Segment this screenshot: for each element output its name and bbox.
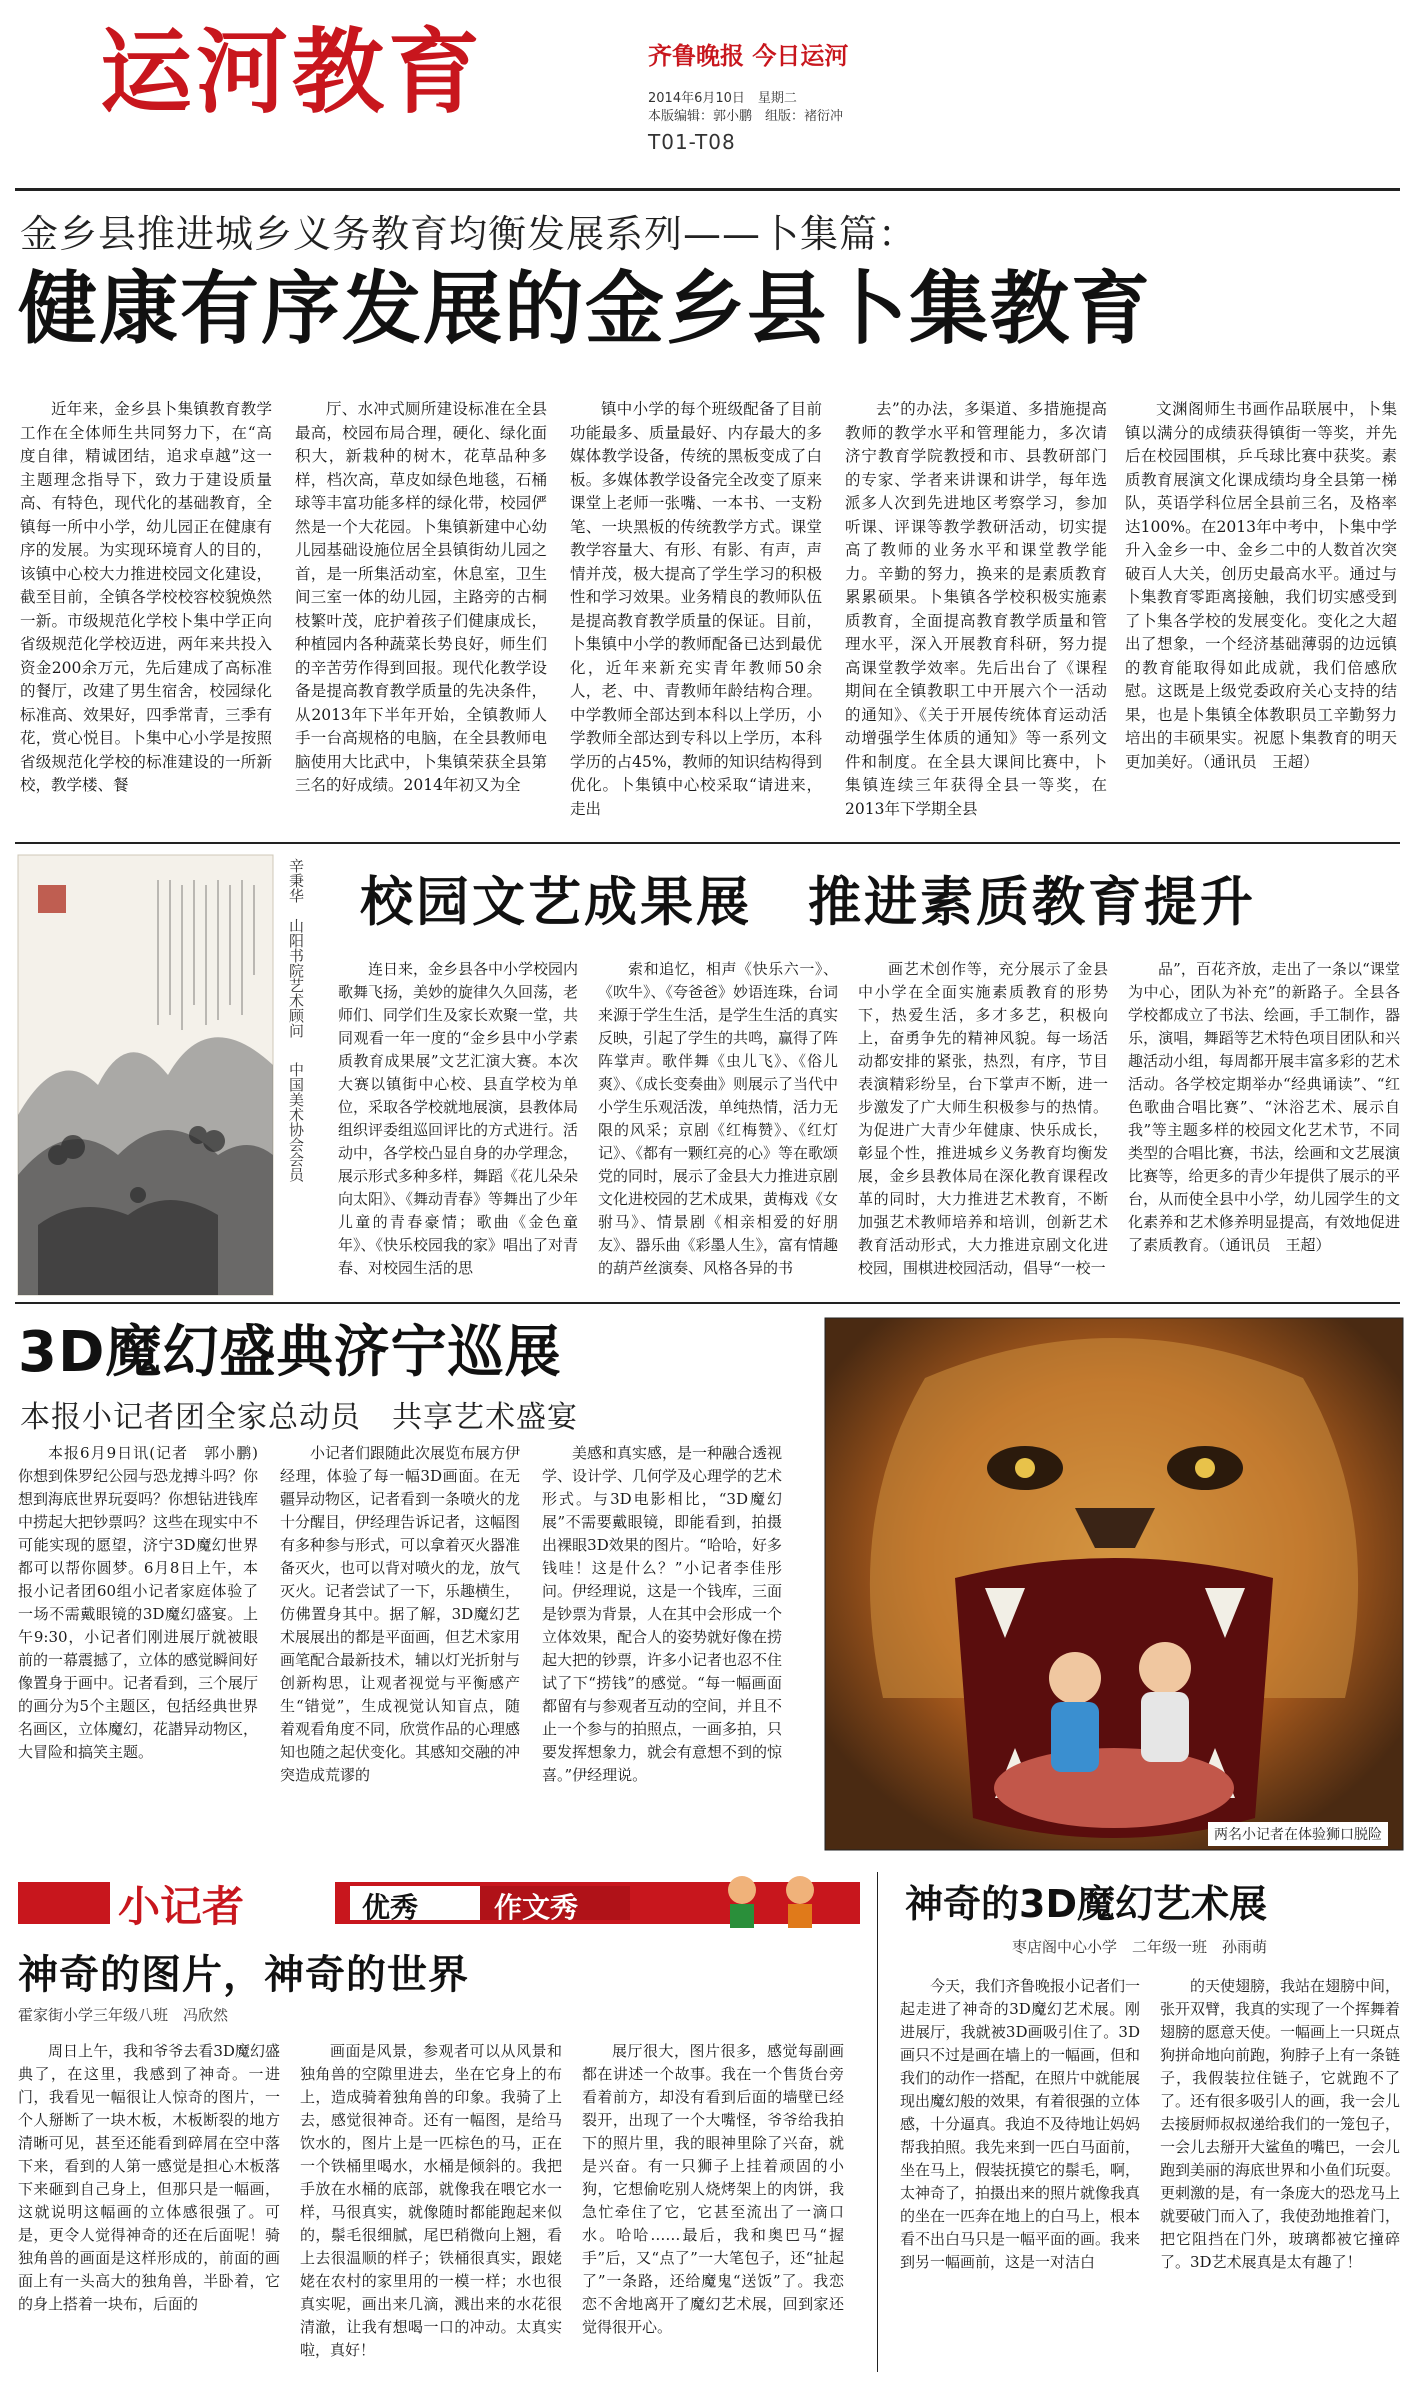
header-divider	[15, 188, 1400, 191]
essay1-title: 神奇的图片，神奇的世界	[18, 1952, 469, 1998]
magic-subheadline: 本报小记者团全家总动员 共享艺术盛宴	[20, 1400, 578, 1435]
magic-col-2: 小记者们跟随此次展览布展方伊经理，体验了每一幅3D画面。在无疆异动物区，记者看到一条喷火的龙十分醒目，伊经理告诉记者，这幅图有多种参与形式，可以拿着灭火器准备灭火，也可以背对喷火的龙，放气灭火。记者尝试了一下，乐趣横生，仿佛置身其中。据了解，3D魔幻艺术展展出的都是平面画，但艺术家用画笔配合最新技术，辅以灯光折射与创新构思，让观者视觉与平衡感产生“错觉”，生成视觉认知盲点，随着观看角度不同，欣赏作品的心理感知也随之起伏变化。其感知交融的冲突造成荒谬的	[280, 1444, 521, 1784]
lead-col-5: 文渊阁师生书画作品联展中，卜集镇以满分的成绩获得镇街一等奖，并先后在校园围棋，乒乓球比赛中获奖。素质教育展演文化课成绩均身全县第一梯队，英语学科位居全县前三名，及格率达100%。在2013年中考中，卜集中学升入金乡一中、金乡二中的人数首次突破百人大关，创历史最高水平。通过与卜集教育零距离接触，我们切实感受到了卜集各学校的发展变化。变化之大超出了想象，一个经济基础薄弱的边远镇的教育能取得如此成就，我们倍感欣慰。这既是上级党委政府关心支持的结果，也是卜集镇全体教职员工辛勤努力培出的丰硕果实。祝愿卜集教育的明天更加美好。（通讯员 王超）	[1125, 400, 1397, 771]
painting-credit	[287, 858, 305, 1298]
landscape-painting	[18, 855, 273, 1295]
magic-headline: 3D魔幻盛典济宁巡展	[18, 1320, 562, 1385]
essay1-col-3: 展厅很大，图片很多，感觉每副画都在讲述一个故事。我在一个售货台旁看着前方，却没有看到后面的墙壁已经裂开，出现了一个大嘴怪，爷爷给我拍下的照片里，我的眼神里除了兴奋，就是兴奋。有一只狮子上挂着顽固的小狗，它想偷吃别人烧烤架上的肉饼，我急忙牵住了它，它甚至流出了一滴口水。哈哈……最后，我和奥巴马“握手”后，又“点了”一大笔包子，还“扯起了”一条路，还给魔鬼“送饭”了。我恋恋不舍地离开了魔幻艺术展，回到家还觉得很开心。	[582, 2042, 844, 2336]
essay2-col-2: 的天使翅膀，我站在翅膀中间，张开双臂，我真的实现了一个挥舞着翅膀的愿意天使。一幅画上一只斑点狗拼命地向前跑，狗脖子上有一条链子，我假装拉住链子，它就跑不了了。还有很多吸引人的画，我一会儿去接厨师叔叔递给我们的一笼包子，一会儿去掰开大鲨鱼的嘴巴，一会儿跑到美丽的海底世界和小鱼们玩耍。更刺激的是，有一条庞大的恐龙马上就要破门而入了，我使劲地推着门，把它阻挡在门外，玻璃都被它撞碎了。3D艺术展真是太有趣了！	[1160, 1977, 1401, 2271]
issue-meta	[648, 90, 843, 126]
newspaper-brand: 齐鲁晚报 今日运河	[648, 41, 849, 70]
essay-column-divider	[877, 1872, 878, 2372]
series-title: 金乡县推进城乡义务教育均衡发展系列——卜集篇：	[20, 212, 918, 256]
banner-tag-excellent: 优秀	[362, 1891, 419, 1924]
essay1-col-1: 周日上午，我和爷爷去看3D魔幻盛典了，在这里，我感到了神奇。一进门，我看见一幅很让人惊奇的图片，一个人掰断了一块木板，木板断裂的地方清晰可见，甚至还能看到碎屑在空中落下来，看到的人第一感觉是担心木板落下来砸到自己身上，但那只是一幅画，这就说明这幅画的立体感很强了。可是，更令人觉得神奇的还在后面呢！骑独角兽的画面是这样形成的，前面的画面上有一头高大的独角兽，半卧着，它的身上搭着一块布，后面的	[18, 2042, 280, 2313]
art-col-3: 画艺术创作等，充分展示了金县中小学在全面实施素质教育的形势下，热爱生活，多才多艺，积极向上，奋勇争先的精神风貌。每一场活动都安排的紧张，热烈，有序，节目表演精彩纷呈，台下掌声不断，进一步激发了广大师生积极参与的热情。为促进广大青少年健康、快乐成长，彰显个性，推进城乡义务教育均衡发展，金乡县教体局在深化教育课程改革的同时，大力推进艺术教育，不断加强艺术教师培养和培训，创新艺术教育活动形式，大力推进京剧文化进校园，围棋进校园活动，倡导“一校一	[858, 960, 1108, 1277]
magic-col-1: 本报6月9日讯(记者 郭小鹏) 你想到侏罗纪公园与恐龙搏斗吗？你想到海底世界玩耍吗？你想钻进钱库中捞起大把钞票吗？这些在现实中不可能实现的愿望，济宁3D魔幻世界都可以帮你圆梦。6月8日上午，本报小记者团60组小记者家庭体验了一场不需戴眼镜的3D魔幻盛宴。上午9:30，小记者们刚进展厅就被眼前的一幕震撼了，立体的感觉瞬间好像置身于画中。记者看到，三个展厅的画分为5个主题区，包括经典世界名画区，立体魔幻，花譛异动物区，大冒险和搞笑主题。	[18, 1444, 274, 1761]
essay2-col-1: 今天，我们齐鲁晚报小记者们一起走进了神奇的3D魔幻艺术展。刚进展厅，我就被3D画吸引住了。3D画只不过是画在墙上的一幅画，但和我们的动作一搭配，在照片中就能展现出魔幻般的效果，有着很强的立体感，十分逼真。我迫不及待地让妈妈帮我拍照。我先来到一匹白马面前，坐在马上，假装抚摸它的鬃毛，啊，太神奇了，拍摄出来的照片就像我真的坐在一匹奔在地上的白马上，根本看不出白马只是一幅平面的画。我来到另一幅画前，这是一对洁白	[900, 1977, 1141, 2271]
essay2-title: 神奇的3D魔幻艺术展	[905, 1882, 1267, 1926]
art-headline: 校园文艺成果展 推进素质教育提升	[360, 872, 1256, 933]
art-col-2: 索和追忆，相声《快乐六一》、《吹牛》、《夸爸爸》妙语连珠，台词来源于学生生活，是学生生活的真实反映，引起了学生的共鸣，赢得了阵阵掌声。歌伴舞《虫儿飞》、《俗儿爽》、《成长变奏曲》则展示了当代中小学生乐观活泼，单纯热情，活力无限的风采；京剧《红梅赞》、《红灯记》、《都有一颗红亮的心》等在歌颂党的同时，展示了金县大力推进京剧文化进校园的艺术成果，黄梅戏《女驸马》、情景剧《相亲相爱的好朋友》、器乐曲《彩墨人生》，富有情趣的葫芦丝演奏、风格各异的书	[598, 960, 839, 1277]
lead-col-2: 厅、水冲式厕所建设标准在全县最高，校园布局合理，硬化、绿化面积大，新栽种的树木，花草品种多样，档次高，草皮如绿色地毯，石桶球等丰富功能多样的绿化带，校园俨然是一个大花园。卜集镇新建中心幼儿园基础设施位居全县镇街幼儿园之首，是一所集活动室，休息室，卫生间三室一体的幼儿园，主路旁的古桐枝繁叶茂，庇护着孩子们健康成长，种植园内各种蔬菜长势良好，师生们的辛苦劳作得到回报。现代化教学设备是提高教育教学质量的先决条件，从2013年下半年开始，全镇教师人手一台高规格的电脑，在全县教师电脑使用大比武中，卜集镇荣获全县第三名的好成绩。2014年初又为全	[295, 400, 547, 794]
painting-credit-name: 辛秉华 山阳书院艺术顾问	[287, 858, 305, 1038]
essay2-author: 枣店阁中心小学 二年级一班 孙雨萌	[1012, 1938, 1268, 1956]
masthead: 运河教育	[100, 19, 485, 126]
section-divider-1	[15, 842, 1400, 844]
magic-col-3: 美感和真实感，是一种融合透视学、设计学、几何学及心理学的艺术形式。与3D电影相比，“3D魔幻展”不需要戴眼镜，即能看到，拍摄出裸眼3D效果的图片。“哈哈，好多钱哇！这是什么？”小记者李佳彤问。伊经理说，这是一个钱库，三面是钞票为背景，人在其中会形成一个立体效果，配合人的姿势就好像在捞起大把的钞票，许多小记者也忍不住试了下“捞钱”的感觉。“每一幅画面都留有与参观者互动的空间，并且不止一个参与的拍照点，一画多拍，只要发挥想象力，就会有意想不到的惊喜。”伊经理说。	[542, 1444, 783, 1784]
lion-photo	[825, 1318, 1403, 1850]
lead-col-1: 近年来，金乡县卜集镇教育教学工作在全体师生共同努力下，在“高度自律，精诚团结，追求卓越”这一主题理念指导下，致力于建设质量高、有特色，现代化的基础教育，全镇每一所中小学，幼儿园正在健康有序的发展。为实现环境育人的目的，该镇中心校大力推进校园文化建设，截至目前，全镇各学校校容校貌焕然一新。市级规范化学校卜集中学正向省级规范化学校迈进，两年来共投入资金200余万元，先后建成了高标准的餐厅，改建了男生宿舍，校园绿化标准高、效果好，四季常青，三季有花，赏心悦目。卜集中心小学是按照省级规范化学校的标准建设的一所新校，教学楼、餐	[20, 400, 272, 794]
lead-col-4: 去”的办法，多渠道、多措施提高教师的教学水平和管理能力，多次请济宁教育学院教授和市、县教研部门的专家、学者来讲课和讲学，每年选派多人次到先进地区考察学习，参加听课、评课等教学教研活动，切实提高了教师的业务水平和课堂教学能力。辛勤的努力，换来的是素质教育累累硕果。卜集镇各学校积极实施素质教育，全面提高教育教学质量和管理水平，深入开展教育科研，努力提高课堂教学效率。先后出台了《课程期间在全镇教职工中开展六个一活动的通知》、《关于开展传统体育运动活动增强学生体质的通知》等一系列文件和制度。在全县大课间比赛中，卜集镇连续三年获得全县一等奖，在2013年下学期全县	[845, 400, 1107, 818]
page-range: T01-T08	[648, 130, 736, 154]
issue-date: 2014年6月10日 星期二	[648, 91, 797, 106]
lion-photo-caption: 两名小记者在体验狮口脱险	[1208, 1822, 1388, 1846]
painting-credit-org: 中国美术协会会员	[287, 1062, 305, 1182]
lead-col-3: 镇中小学的每个班级配备了目前功能最多、质量最好、内存最大的多媒体教学设备，传统的黑板变成了白板。多媒体教学设备完全改变了原来课堂上老师一张嘴、一本书、一支粉笔、一块黑板的传统教学方式。课堂教学容量大、有形、有影、有声，声情并茂，极大提高了学生学习的积极性和学习效果。业务精良的教师队伍是提高教育教学质量的保证。目前，卜集镇中小学的教师配备已达到最优化，近年来新充实青年教师50余人，老、中、青教师年龄结构合理。中学教师全部达到本科以上学历，小学教师全部达到专科以上学历，本科学历的占45%，教师的知识结构得到优化。卜集镇中心校采取“请进来，走出	[570, 400, 822, 818]
lead-headline: 健康有序发展的金乡县卜集教育	[18, 263, 1152, 355]
section-divider-2	[15, 1302, 1400, 1304]
issue-editor: 本版编辑：郭小鹏 组版：褚衍冲	[648, 109, 844, 124]
essay1-col-2: 画面是风景，参观者可以从风景和独角兽的空隙里进去，坐在它身上的布上，造成骑着独角兽的印象。我骑了上去，感觉很神奇。还有一幅图，是给马饮水的，图片上是一匹棕色的马，正在一个铁桶里喝水，水桶是倾斜的。我把手放在水桶的底部，就像我在喂它水一样，马很真实，就像随时都能跑起来似的，鬃毛很细腻，尾巴稍微向上翘，看上去很温顺的样子；铁桶很真实，跟姥姥在农村的家里用的一模一样；水也很真实呢，画出来几滴，溅出来的水花很清澈，让我有想喝一口的冲动。太真实啦，真好！	[300, 2042, 562, 2359]
banner-tag-essay: 作文秀	[494, 1891, 579, 1924]
banner-brand: 小记者	[118, 1882, 245, 1931]
art-col-4: 品”，百花齐放，走出了一条以“课堂为中心，团队为补充”的新路子。全县各学校都成立了书法、绘画，手工制作，器乐，演唱，舞蹈等艺术特色项目团队和兴趣活动小组，每周都开展丰富多彩的艺术活动。各学校定期举办“经典诵读”、“红色歌曲合唱比赛”、“沐浴艺术、展示自我”等主题多样的校园文化艺术节，不同类型的合唱比赛，书法，绘画和文艺展演比赛等，给更多的青少年提供了展示的平台，从而使全县中小学，幼儿园学生的文化素养和艺术修养明显提高，有效地促进了素质教育。（通讯员 王超）	[1128, 960, 1400, 1254]
art-col-1: 连日来，金乡县各中小学校园内歌舞飞扬，美妙的旋律久久回荡，老师们、同学们生及家长欢聚一堂，共同观看一年一度的“金乡县中小学素质教育成果展”文艺汇演大赛。本次大赛以镇街中心校、县直学校为单位，采取各学校就地展演，县教体局组织评委组巡回评比的方式进行。活动中，各学校凸显自身的办学理念，展示形式多种多样，舞蹈《花儿朵朵向太阳》、《舞动青春》等舞出了少年儿童的青春豪情；歌曲《金色童年》、《快乐校园我的家》唱出了对青春、对校园生活的思	[338, 960, 579, 1277]
essay1-author: 霍家街小学三年级八班 冯欣然	[18, 2006, 229, 2024]
